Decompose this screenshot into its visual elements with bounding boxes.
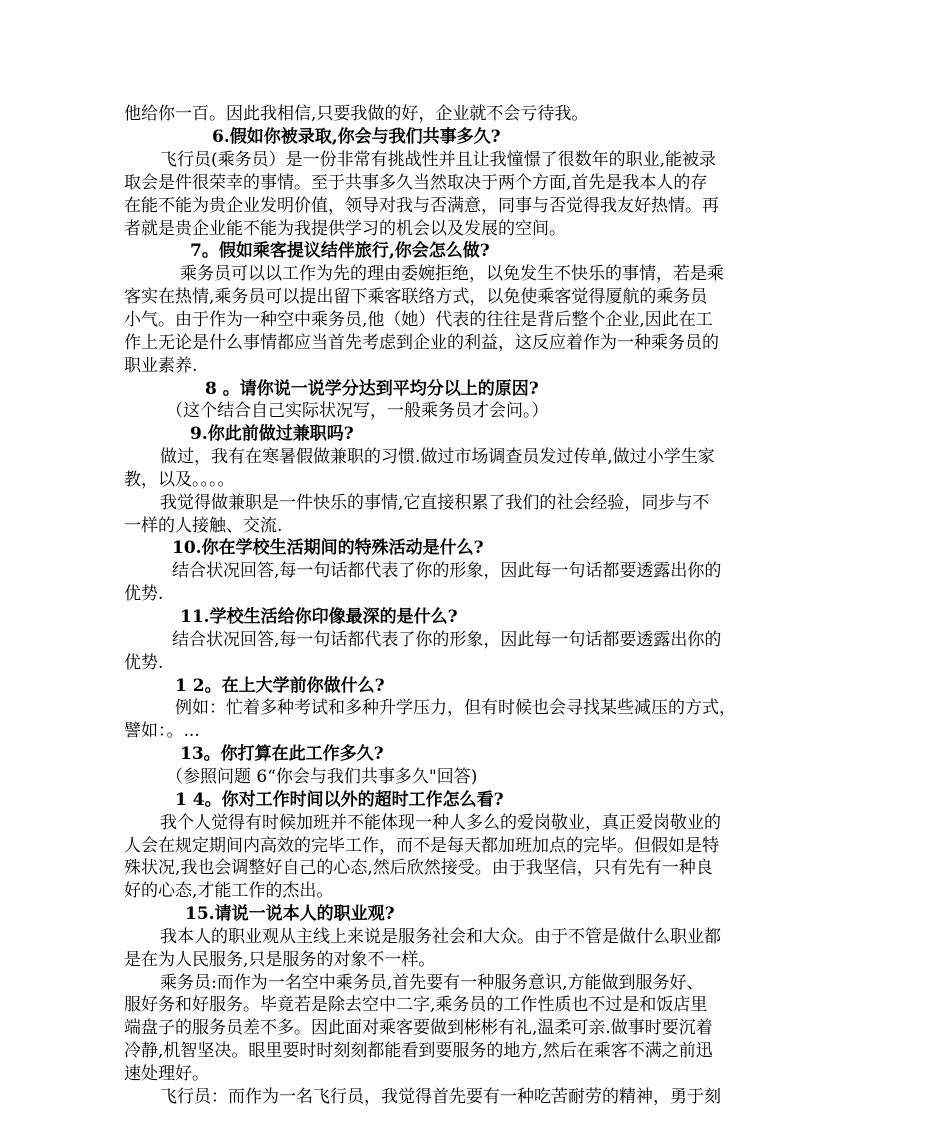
text-line: 结合状况回答,每一句话都代表了你的形象，因此每一句话都要透露出你的 xyxy=(172,561,722,581)
text-line: 飞行员(乘务员）是一份非常有挑战性并且让我憧憬了很数年的职业,能被录 xyxy=(160,150,717,170)
text-line: 我个人觉得有时候加班并不能体现一种人多么的爱岗敬业，真正爱岗敬业的 xyxy=(160,813,721,833)
text-line: 我本人的职业观从主线上来说是服务社会和大众。由于不管是做什么职业都 xyxy=(160,927,721,947)
text-line: 端盘子的服务员差不多。因此面对乘客要做到彬彬有礼,温柔可亲.做事时要沉着 xyxy=(124,1018,713,1038)
text-line: 者就是贵企业能不能为我提供学习的机会以及发展的空间。 xyxy=(124,219,566,239)
text-line: 小气。由于作为一种空中乘务员,他（她）代表的往往是背后整个企业,因此在工 xyxy=(124,310,713,330)
question-heading: 9.你此前做过兼职吗? xyxy=(190,424,354,444)
text-line: 例如：忙着多种考试和多种升学压力，但有时候也会寻找某些减压的方式， xyxy=(175,698,736,718)
text-line: 服好务和好服务。毕竟若是除去空中二字,乘务员的工作性质也不过是和饭店里 xyxy=(124,995,708,1015)
text-line: 人会在规定期间内高效的完毕工作，而不是每天都加班加点的完毕。但假如是特 xyxy=(124,836,719,856)
text-line: （这个结合自己实际状况写，一般乘务员才会问。） xyxy=(166,401,549,421)
text-line: 优势. xyxy=(124,584,164,604)
text-line: 好的心态,才能工作的杰出。 xyxy=(124,881,334,901)
text-line: 是在为人民服务,只是服务的对象不一样。 xyxy=(124,950,436,970)
question-heading: 15.请说一说本人的职业观? xyxy=(185,904,395,924)
question-heading: 10.你在学校生活期间的特殊活动是什么? xyxy=(172,538,484,558)
text-line: 结合状况回答,每一句话都代表了你的形象，因此每一句话都要透露出你的 xyxy=(172,630,722,650)
text-line: 教，以及。。。。 xyxy=(124,470,235,490)
text-line: 冷静,机智坚决。眼里要时时刻刻都能看到要服务的地方,然后在乘客不满之前迅 xyxy=(124,1041,713,1061)
text-line: 他给你一百。因此我相信,只要我做的好，企业就不会亏待我。 xyxy=(124,104,589,124)
text-line: 我觉得做兼职是一件快乐的事情,它直接积累了我们的社会经验，同步与不 xyxy=(160,493,710,513)
text-line: （参照问题 6“你会与我们共事多久"回答) xyxy=(166,767,478,787)
text-line: 譬如：。... xyxy=(124,721,200,741)
question-heading: 1 2。在上大学前你做什么? xyxy=(175,676,385,696)
text-line: 职业素养. xyxy=(124,356,198,376)
question-heading: 7。假如乘客提议结伴旅行,你会怎么做? xyxy=(190,241,490,261)
question-heading: 8 。请你说一说学分达到平均分以上的原因? xyxy=(205,379,539,399)
text-line: 取会是件很荣幸的事情。至于共事多久当然取决于两个方面,首先是我本人的存 xyxy=(124,173,708,193)
text-line: 在能不能为贵企业发明价值，领导对我与否满意，同事与否觉得我友好热情。再 xyxy=(124,196,719,216)
text-line: 做过，我有在寒暑假做兼职的习惯.做过市场调查员发过传单,做过小学生家 xyxy=(160,447,715,467)
text-line: 乘务员可以以工作为先的理由委婉拒绝，以免发生不快乐的事情，若是乘 xyxy=(180,264,724,284)
text-line: 速处理好。 xyxy=(124,1064,209,1084)
question-heading: 13。你打算在此工作多久? xyxy=(180,744,384,764)
text-line: 客实在热情,乘务员可以提出留下乘客联络方式，以免使乘客觉得厦航的乘务员 xyxy=(124,287,708,307)
question-heading: 1 4。你对工作时间以外的超时工作怎么看? xyxy=(175,790,504,810)
text-line: 优势. xyxy=(124,653,164,673)
text-line: 飞行员：而作为一名飞行员，我觉得首先要有一种吃苦耐劳的精神，勇于刻 xyxy=(160,1087,721,1107)
question-heading: 11.学校生活给你印像最深的是什么? xyxy=(180,607,458,627)
text-line: 殊状况,我也会调整好自己的心态,然后欣然接受。由于我坚信，只有先有一种良 xyxy=(124,858,713,878)
question-heading: 6.假如你被录取,你会与我们共事多久? xyxy=(212,127,501,147)
text-line: 作上无论是什么事情都应当首先考虑到企业的利益，这反应着作为一种乘务员的 xyxy=(124,333,719,353)
text-line: 乘务员:而作为一名空中乘务员,首先要有一种服务意识,方能做到服务好、 xyxy=(160,973,704,993)
text-line: 一样的人接触、交流. xyxy=(124,516,283,536)
